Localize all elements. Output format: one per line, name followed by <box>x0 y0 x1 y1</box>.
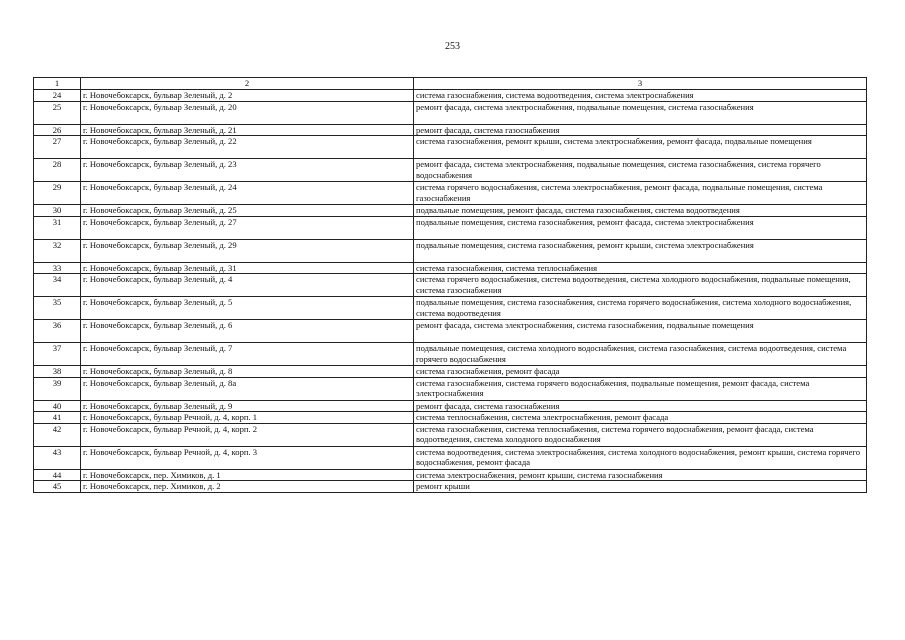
row-works: система газоснабжения, ремонт фасада <box>414 366 867 378</box>
row-works: подвальные помещения, система холодного водоснабжения, система газоснабжения, система водоотведения, система горячего водоснабжения <box>414 343 867 366</box>
table-row <box>34 182 867 205</box>
table-row <box>34 366 867 378</box>
row-number: 42 <box>34 423 81 446</box>
row-works: ремонт фасада, система электроснабжения, система газоснабжения, подвальные помещения <box>414 320 867 343</box>
row-works: подвальные помещения, система газоснабжения, ремонт крыши, система электроснабжения <box>414 239 867 262</box>
table-row <box>34 262 867 274</box>
row-works: система теплоснабжения, система электроснабжения, ремонт фасада <box>414 412 867 424</box>
row-address: г. Новочебоксарск, бульвар Зеленый, д. 21 <box>81 124 414 136</box>
row-address: г. Новочебоксарск, бульвар Зеленый, д. 23 <box>81 159 414 182</box>
row-number: 24 <box>34 89 81 101</box>
table-row <box>34 343 867 366</box>
row-number: 43 <box>34 446 81 469</box>
row-number: 39 <box>34 377 81 400</box>
row-number: 37 <box>34 343 81 366</box>
row-number: 34 <box>34 274 81 297</box>
row-number: 45 <box>34 481 81 493</box>
table-row <box>34 423 867 446</box>
row-number: 27 <box>34 136 81 159</box>
table-row <box>34 320 867 343</box>
row-works: система газоснабжения, система теплоснабжения <box>414 262 867 274</box>
row-number: 29 <box>34 182 81 205</box>
row-address: г. Новочебоксарск, бульвар Зеленый, д. 31 <box>81 262 414 274</box>
row-address: г. Новочебоксарск, бульвар Зеленый, д. 24 <box>81 182 414 205</box>
row-works: система электроснабжения, ремонт крыши, система газоснабжения <box>414 469 867 481</box>
row-address: г. Новочебоксарск, бульвар Зеленый, д. 20 <box>81 101 414 124</box>
table-row <box>34 101 867 124</box>
row-address: г. Новочебоксарск, бульвар Зеленый, д. 27 <box>81 216 414 239</box>
row-works: ремонт фасада, система электроснабжения, подвальные помещения, система газоснабжения <box>414 101 867 124</box>
row-works: система водоотведения, система электроснабжения, система холодного водоснабжения, ремонт крыши, система горячего водоснабжения, ремонт фасада <box>414 446 867 469</box>
table-header-row <box>34 78 867 90</box>
works-table <box>33 77 867 493</box>
row-address: г. Новочебоксарск, пер. Химиков, д. 2 <box>81 481 414 493</box>
table-row <box>34 274 867 297</box>
table-row <box>34 89 867 101</box>
row-works: подвальные помещения, ремонт фасада, система газоснабжения, система водоотведения <box>414 205 867 217</box>
row-works: ремонт фасада, система газоснабжения <box>414 124 867 136</box>
row-number: 25 <box>34 101 81 124</box>
row-number: 35 <box>34 297 81 320</box>
table-row <box>34 297 867 320</box>
table-row <box>34 216 867 239</box>
row-number: 30 <box>34 205 81 217</box>
row-number: 33 <box>34 262 81 274</box>
row-address: г. Новочебоксарск, бульвар Зеленый, д. 5 <box>81 297 414 320</box>
row-address: г. Новочебоксарск, бульвар Зеленый, д. 7 <box>81 343 414 366</box>
row-works: ремонт фасада, система электроснабжения, подвальные помещения, система газоснабжения, система горячего водоснабжения <box>414 159 867 182</box>
row-works: ремонт крыши <box>414 481 867 493</box>
row-address: г. Новочебоксарск, бульвар Речной, д. 4, корп. 2 <box>81 423 414 446</box>
row-number: 31 <box>34 216 81 239</box>
row-works: подвальные помещения, система газоснабжения, система горячего водоснабжения, система холодного водоснабжения, система водоотведения <box>414 297 867 320</box>
header-col-2: 2 <box>81 78 414 90</box>
row-address: г. Новочебоксарск, бульвар Речной, д. 4, корп. 3 <box>81 446 414 469</box>
row-number: 44 <box>34 469 81 481</box>
row-address: г. Новочебоксарск, бульвар Зеленый, д. 8а <box>81 377 414 400</box>
table-row <box>34 469 867 481</box>
row-number: 36 <box>34 320 81 343</box>
header-col-1: 1 <box>34 78 81 90</box>
row-address: г. Новочебоксарск, бульвар Зеленый, д. 4 <box>81 274 414 297</box>
row-address: г. Новочебоксарск, пер. Химиков, д. 1 <box>81 469 414 481</box>
row-number: 38 <box>34 366 81 378</box>
row-works: система газоснабжения, система водоотведения, система электроснабжения <box>414 89 867 101</box>
table-row <box>34 400 867 412</box>
row-works: система горячего водоснабжения, система электроснабжения, ремонт фасада, подвальные помещения, система газоснабжения <box>414 182 867 205</box>
table-row <box>34 446 867 469</box>
row-number: 28 <box>34 159 81 182</box>
row-number: 26 <box>34 124 81 136</box>
row-address: г. Новочебоксарск, бульвар Зеленый, д. 25 <box>81 205 414 217</box>
table-row <box>34 412 867 424</box>
page-number: 253 <box>445 41 460 52</box>
table-row <box>34 377 867 400</box>
row-number: 40 <box>34 400 81 412</box>
row-address: г. Новочебоксарск, бульвар Зеленый, д. 6 <box>81 320 414 343</box>
table-row <box>34 159 867 182</box>
row-address: г. Новочебоксарск, бульвар Речной, д. 4, корп. 1 <box>81 412 414 424</box>
row-address: г. Новочебоксарск, бульвар Зеленый, д. 8 <box>81 366 414 378</box>
row-works: ремонт фасада, система газоснабжения <box>414 400 867 412</box>
row-number: 32 <box>34 239 81 262</box>
row-address: г. Новочебоксарск, бульвар Зеленый, д. 22 <box>81 136 414 159</box>
table-row <box>34 136 867 159</box>
row-works: система горячего водоснабжения, система водоотведения, система холодного водоснабжения, подвальные помещения, система газоснабжения <box>414 274 867 297</box>
row-works: подвальные помещения, система газоснабжения, ремонт фасада, система электроснабжения <box>414 216 867 239</box>
table-row <box>34 239 867 262</box>
table-row <box>34 481 867 493</box>
row-works: система газоснабжения, система горячего водоснабжения, подвальные помещения, ремонт фасада, система электроснабжения <box>414 377 867 400</box>
row-address: г. Новочебоксарск, бульвар Зеленый, д. 9 <box>81 400 414 412</box>
row-address: г. Новочебоксарск, бульвар Зеленый, д. 2 <box>81 89 414 101</box>
row-works: система газоснабжения, система теплоснабжения, система горячего водоснабжения, ремонт фасада, система водоотведения, система холодного водоснабжения <box>414 423 867 446</box>
table-row <box>34 205 867 217</box>
header-col-3: 3 <box>414 78 867 90</box>
row-number: 41 <box>34 412 81 424</box>
table-row <box>34 124 867 136</box>
row-works: система газоснабжения, ремонт крыши, система электроснабжения, ремонт фасада, подвальные помещения <box>414 136 867 159</box>
row-address: г. Новочебоксарск, бульвар Зеленый, д. 29 <box>81 239 414 262</box>
